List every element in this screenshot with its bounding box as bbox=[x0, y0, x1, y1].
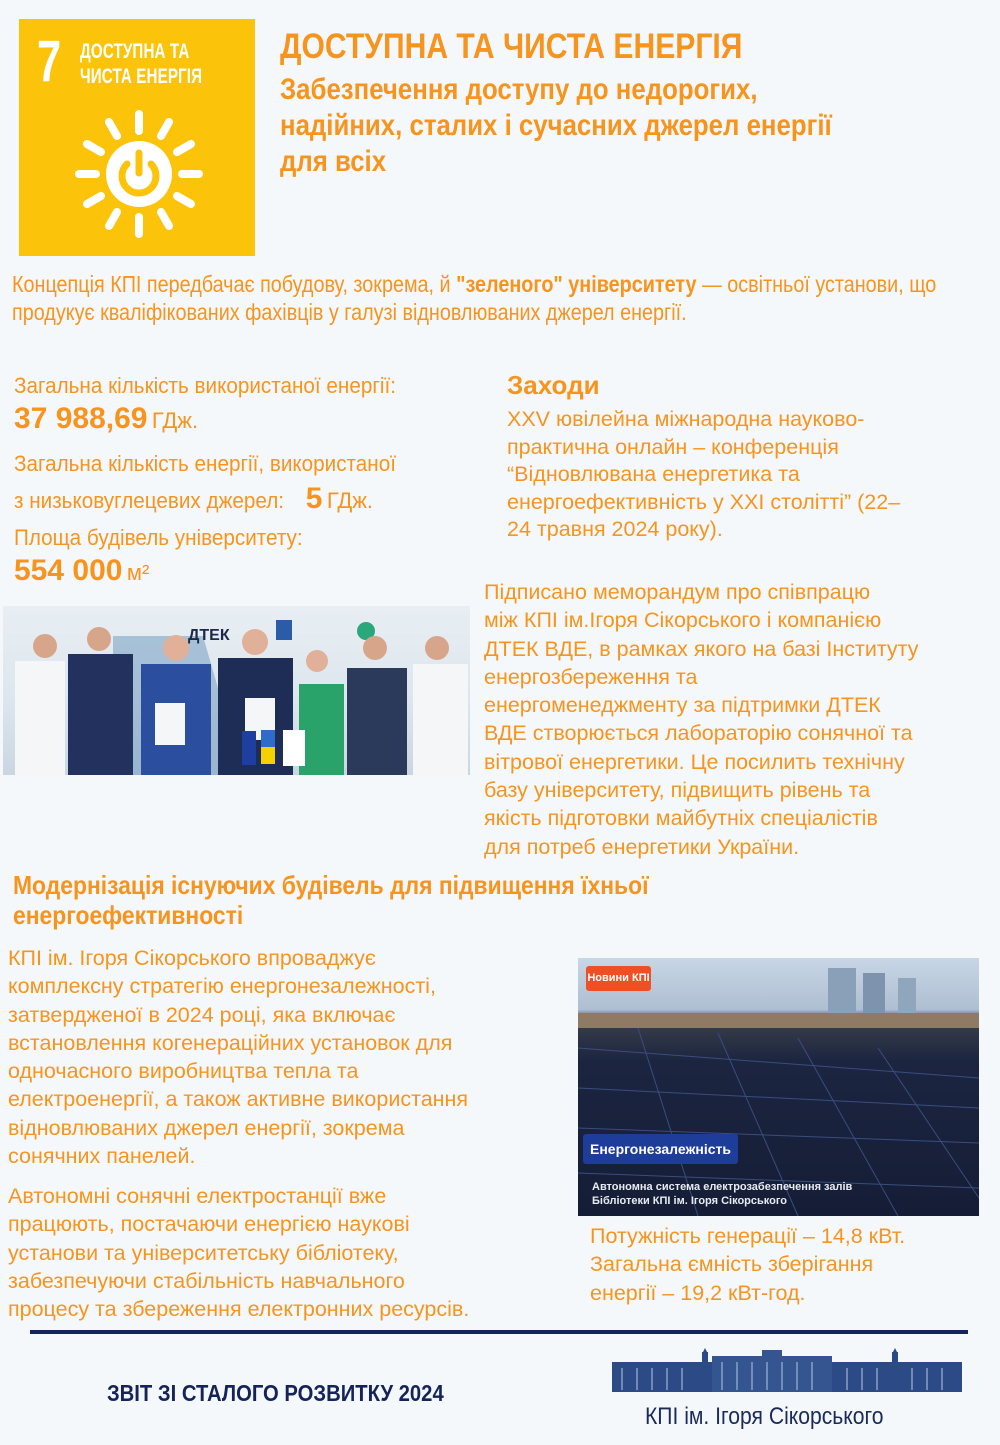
modernization-heading bbox=[13, 870, 893, 930]
stat-building-area bbox=[14, 524, 321, 588]
stat-unit: ГДж. bbox=[326, 488, 374, 513]
text-line: енергозбереження та bbox=[484, 664, 698, 689]
text-line: комплексну стратегію енергонезалежності, bbox=[8, 974, 436, 999]
text-line: практична онлайн – конференція bbox=[507, 434, 839, 459]
text-line: енергоменеджменту за підтримки ДТЕК bbox=[484, 693, 881, 718]
text-line: процесу та збереження електронних ресурсів. bbox=[8, 1297, 470, 1322]
text-line: працюють, постачаючи енергією наукові bbox=[8, 1212, 410, 1237]
subtitle-line: Забезпечення доступу до недорогих, bbox=[280, 73, 758, 106]
university-name: КПІ ім. Ігоря Сікорського bbox=[645, 1403, 884, 1430]
events-section bbox=[507, 370, 987, 544]
text-line: КПІ ім. Ігоря Сікорського впроваджує bbox=[8, 946, 376, 970]
stat-label: Загальна кількість енергії, використаної bbox=[14, 451, 396, 476]
text-line: 24 травня 2024 року). bbox=[507, 517, 723, 541]
spec-storage-capacity: енергії – 19,2 кВт-год. bbox=[590, 1280, 806, 1305]
text-line: XXV ювілейна міжнародна науково- bbox=[507, 407, 865, 431]
sdg-title bbox=[80, 39, 202, 89]
sun-power-icon bbox=[74, 109, 204, 239]
text-line: одночасного виробництва тепла та bbox=[8, 1059, 359, 1084]
heading-line: Модернізація існуючих будівель для підвищення їхньої bbox=[13, 870, 649, 900]
text-line: установи та університетську бібліотеку, bbox=[8, 1240, 399, 1265]
sdg-title-line2: ЧИСТА ЕНЕРГІЯ bbox=[80, 65, 203, 88]
text-line: Автономні сонячні електростанції вже bbox=[8, 1184, 387, 1208]
intro-paragraph bbox=[12, 270, 958, 326]
stat-value: 5 bbox=[305, 482, 323, 515]
text-line: вітрової енергетики. Це посилить технічну bbox=[484, 749, 905, 774]
intro-text: Концепція КПІ передбачає побудову, зокрема, й bbox=[12, 271, 457, 297]
stat-value: 37 988,69 bbox=[14, 402, 148, 435]
text-line: для потреб енергетики України. bbox=[484, 834, 800, 859]
text-line: електроенергії, а також активне використання bbox=[8, 1087, 469, 1112]
stat-low-carbon-energy bbox=[14, 450, 420, 516]
text-line: енергоефективність у ХХІ столітті” (22– bbox=[507, 489, 901, 514]
caption-line: Автономна система електрозабезпечення залів bbox=[592, 1181, 853, 1193]
stat-label: з низьковуглецевих джерел: bbox=[14, 488, 285, 513]
text-line: “Відновлювана енергетика та bbox=[507, 462, 800, 486]
svg-text:ДТЕК: ДТЕК bbox=[188, 627, 230, 644]
heading-line: енергоефективності bbox=[13, 900, 244, 930]
dtek-signing-photo bbox=[3, 606, 470, 775]
modernization-paragraph-2 bbox=[8, 1182, 588, 1323]
spec-generation-power: Потужність генерації – 14,8 кВт. bbox=[590, 1224, 906, 1248]
spec-storage-label: Загальна ємність зберігання bbox=[590, 1252, 874, 1277]
sdg-number: 7 bbox=[37, 29, 62, 94]
solar-panels-photo bbox=[578, 958, 979, 1216]
text-line: затвердженої в 2024 році, яка включає bbox=[8, 1002, 396, 1027]
intro-bold: "зеленого" університету bbox=[456, 271, 697, 297]
text-line: між КПІ ім.Ігоря Сікорського і компанією bbox=[484, 608, 882, 633]
text-line: ВДЕ створюється лабораторію сонячної та bbox=[484, 721, 913, 746]
caption-line: Бібліотеки КПІ ім. Ігоря Сікорського bbox=[592, 1195, 788, 1207]
events-text bbox=[507, 406, 987, 544]
sdg-7-tile bbox=[19, 19, 255, 256]
intro-text: — освітньої установи, що продукує кваліфікованих фахівців у галузі відновлюваних джерел енергії. bbox=[12, 271, 937, 325]
text-line: ДТЕК ВДЕ, в рамках якого на базі Інституту bbox=[484, 636, 919, 661]
text-line: встановлення когенераційних установок для bbox=[8, 1030, 453, 1055]
stat-unit: ГДж. bbox=[151, 408, 199, 433]
people-photo-illustration bbox=[3, 606, 470, 775]
stat-total-energy bbox=[14, 372, 420, 436]
events-heading: Заходи bbox=[507, 370, 600, 400]
stat-unit: м² bbox=[126, 560, 150, 585]
memorandum-text bbox=[484, 578, 1000, 861]
text-line: Підписано меморандум про співпрацю bbox=[484, 580, 871, 604]
sdg-title-line1: ДОСТУПНА ТА bbox=[80, 40, 190, 63]
page-title: ДОСТУПНА ТА ЧИСТА ЕНЕРГІЯ bbox=[280, 27, 743, 66]
text-line: базу університету, підвищить рівень та bbox=[484, 778, 871, 803]
subtitle-line: надійних, сталих і сучасних джерел енергії bbox=[280, 109, 832, 142]
stat-label: Загальна кількість використаної енергії: bbox=[14, 373, 396, 398]
report-title: ЗВІТ ЗІ СТАЛОГО РОЗВИТКУ 2024 bbox=[107, 1380, 444, 1406]
stat-label: Площа будівель університету: bbox=[14, 525, 303, 550]
solar-specs bbox=[590, 1222, 990, 1307]
news-badge: Новини КПІ bbox=[586, 966, 651, 991]
stat-value-row bbox=[14, 482, 420, 516]
solar-panels-illustration bbox=[578, 958, 979, 1216]
photo-caption bbox=[592, 1180, 852, 1208]
subtitle-line: для всіх bbox=[280, 145, 387, 178]
modernization-paragraph-1 bbox=[8, 944, 588, 1170]
text-line: відновлюваних джерел енергії, зокрема bbox=[8, 1115, 405, 1140]
energy-independence-banner: Енергонезалежність bbox=[583, 1134, 738, 1164]
stat-value-row bbox=[14, 402, 420, 436]
text-line: сонячних панелей. bbox=[8, 1144, 196, 1169]
stat-value-row bbox=[14, 554, 321, 588]
footer-divider bbox=[30, 1330, 968, 1334]
page-subtitle bbox=[280, 72, 985, 180]
text-line: якість підготовки майбутніх спеціалістів bbox=[484, 806, 878, 831]
text-line: забезпечуючи стабільність навчального bbox=[8, 1268, 405, 1293]
stat-value: 554 000 bbox=[14, 554, 123, 587]
kpi-building-logo bbox=[612, 1348, 962, 1398]
